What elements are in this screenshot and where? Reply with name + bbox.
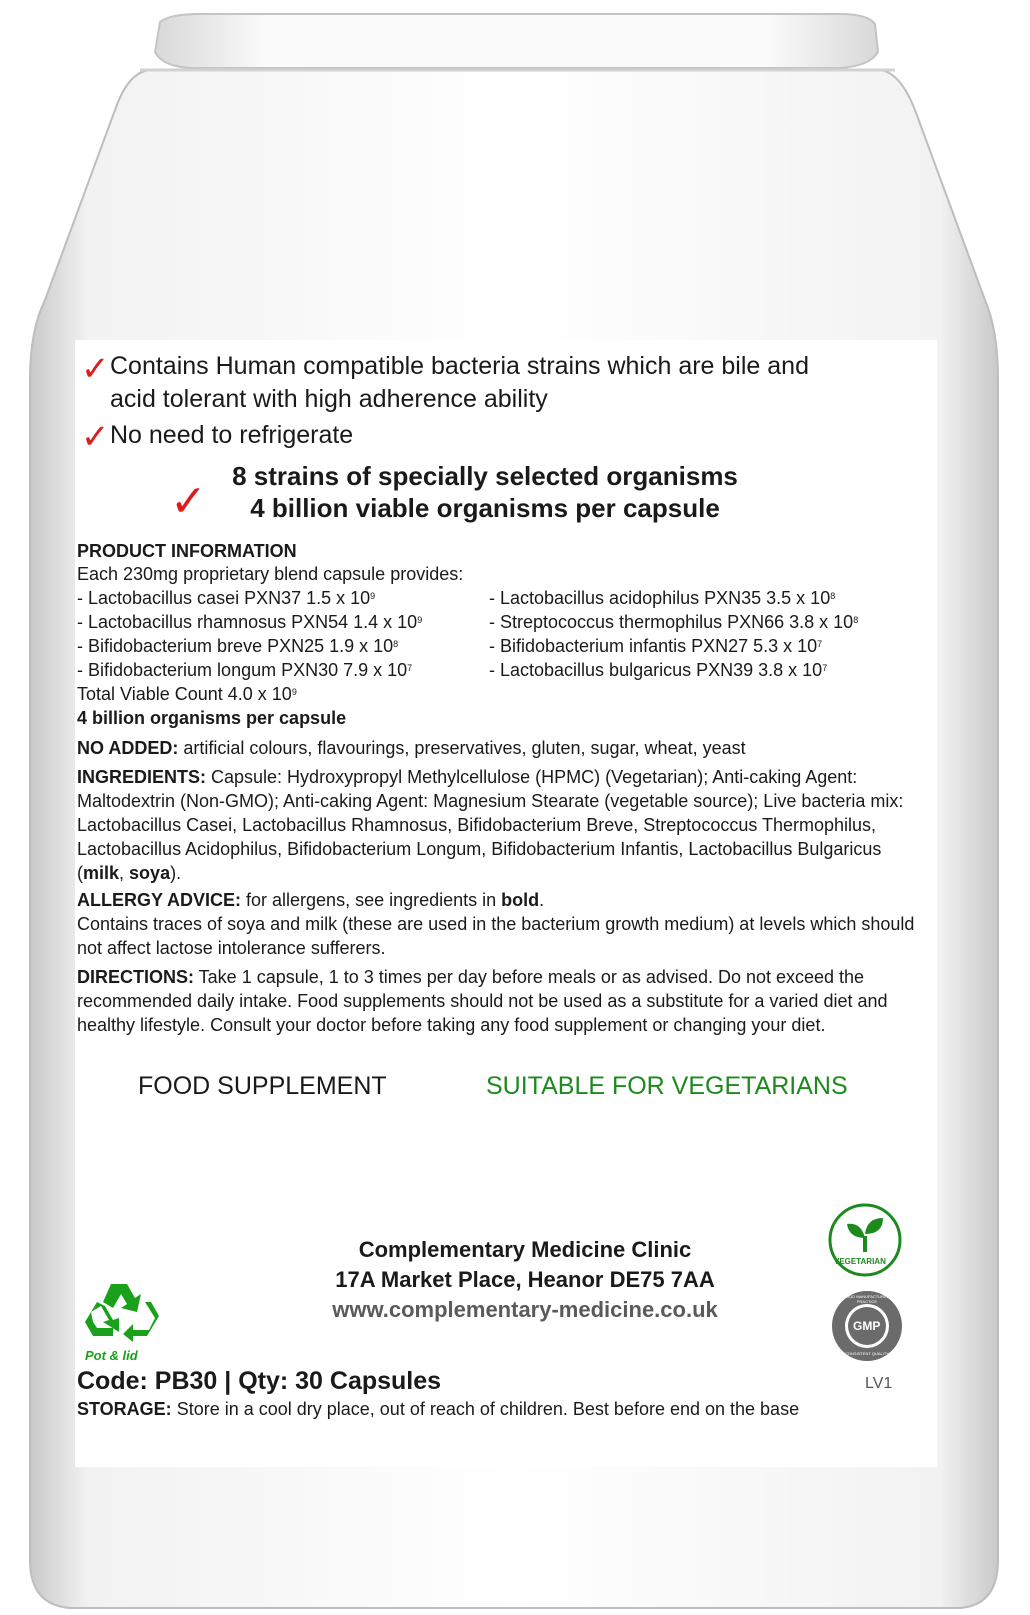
product-label: [75, 340, 937, 1467]
checkmark-icon: ✓: [170, 477, 207, 526]
vegetarian-badge-text: VEGETARIAN: [834, 1257, 886, 1266]
checkmark-icon: ✓: [81, 350, 110, 388]
company-address: 17A Market Place, Heanor DE75 7AA: [335, 1267, 715, 1292]
company-website: www.complementary-medicine.co.uk: [332, 1297, 718, 1322]
claim-no-refrigerate: No need to refrigerate: [110, 421, 354, 449]
product-code: Code: PB30 | Qty: 30 Capsules: [77, 1367, 442, 1395]
food-supplement-label: FOOD SUPPLEMENT: [138, 1072, 387, 1100]
allergy-note: Contains traces of soya and milk (these are used in the bacterium growth medium) at levels which should not affect lactose intolerance sufferers.: [77, 914, 915, 958]
allergy-section: ALLERGY ADVICE: for allergens, see ingredients in bold.: [77, 890, 545, 910]
ingredients-section: INGREDIENTS: Capsule: Hydroxypropyl Methylcellulose (HPMC) (Vegetarian); Anti-caking Agent: Maltodextrin (Non-GMO); Anti-caking Agent: Magnesium Stearate (vegetable source); Live bacteria mix: Lactobacillus Casei, Lactobacillus Rhamnosus, Bifidobacterium Breve, Streptococcus Thermophilus, Lactobacillus Acidophilus, Bifidobacterium Longum, Bifidobacterium Infantis, Lactobacillus Bulgaricus (milk, soya).: [77, 767, 904, 883]
storage-section: STORAGE: Store in a cool dry place, out of reach of children. Best before end on the base: [77, 1399, 800, 1419]
strain-item: - Bifidobacterium infantis PXN27 5.3 x $10^7$: [489, 636, 823, 656]
company-name: Complementary Medicine Clinic: [358, 1237, 692, 1262]
strain-item: - Bifidobacterium longum PXN30 7.9 x $10^7$: [77, 660, 413, 680]
strain-item: - Lactobacillus casei PXN37 1.5 x $10^9$: [77, 588, 376, 608]
gmp-ring-bottom: CONSISTENT QUALITY: [845, 1351, 889, 1356]
recycle-icon: [83, 1280, 161, 1346]
claim-bile-tolerant: Contains Human compatible bacteria strains which are bile and acid tolerant with high adherence ability: [110, 352, 809, 413]
product-info-intro: Each 230mg proprietary blend capsule provides:: [77, 564, 464, 584]
strain-item: - Bifidobacterium breve PXN25 1.9 x $10^8$: [77, 636, 399, 656]
strain-item: - Lactobacillus bulgaricus PXN39 3.8 x $10^7$: [489, 660, 828, 680]
total-viable-count: Total Viable Count 4.0 x $10^9$: [77, 684, 297, 704]
vegetarian-badge-icon: [827, 1202, 903, 1278]
strain-list-left: [77, 586, 422, 682]
suitable-vegetarians-label: SUITABLE FOR VEGETARIANS: [486, 1072, 848, 1100]
strain-list-right: [489, 586, 858, 682]
strain-item: - Lactobacillus rhamnosus PXN54 1.4 x $10^9$: [77, 612, 423, 632]
organisms-per-capsule: 4 billion organisms per capsule: [77, 708, 347, 728]
directions-section: DIRECTIONS: Take 1 capsule, 1 to 3 times per day before meals or as advised. Do not exceed the recommended daily intake. Food supplements should not be used as a substitute for a varied diet and healthy lifestyle. Consult your doctor before taking any food supplement or changing your diet.: [77, 967, 888, 1035]
gmp-center-text: GMP: [853, 1319, 881, 1333]
product-info-heading: PRODUCT INFORMATION: [77, 541, 297, 561]
checkmark-icon: ✓: [81, 418, 110, 456]
no-added-section: NO ADDED: artificial colours, flavourings, preservatives, gluten, sugar, wheat, yeast: [77, 738, 746, 758]
recycle-caption: Pot & lid: [85, 1348, 138, 1363]
bottle-cap: [155, 14, 878, 68]
gmp-badge-icon: [829, 1288, 905, 1364]
strain-item: - Streptococcus thermophilus PXN66 3.8 x $10^8$: [489, 612, 859, 632]
highlight-strains: 8 strains of specially selected organisms 4 billion viable organisms per capsule: [232, 461, 738, 523]
strain-item: - Lactobacillus acidophilus PXN35 3.5 x $10^8$: [489, 588, 836, 608]
gmp-ring-top: GOOD MANUFACTURING PRACTICE: [842, 1294, 892, 1304]
label-version: LV1: [865, 1375, 893, 1392]
